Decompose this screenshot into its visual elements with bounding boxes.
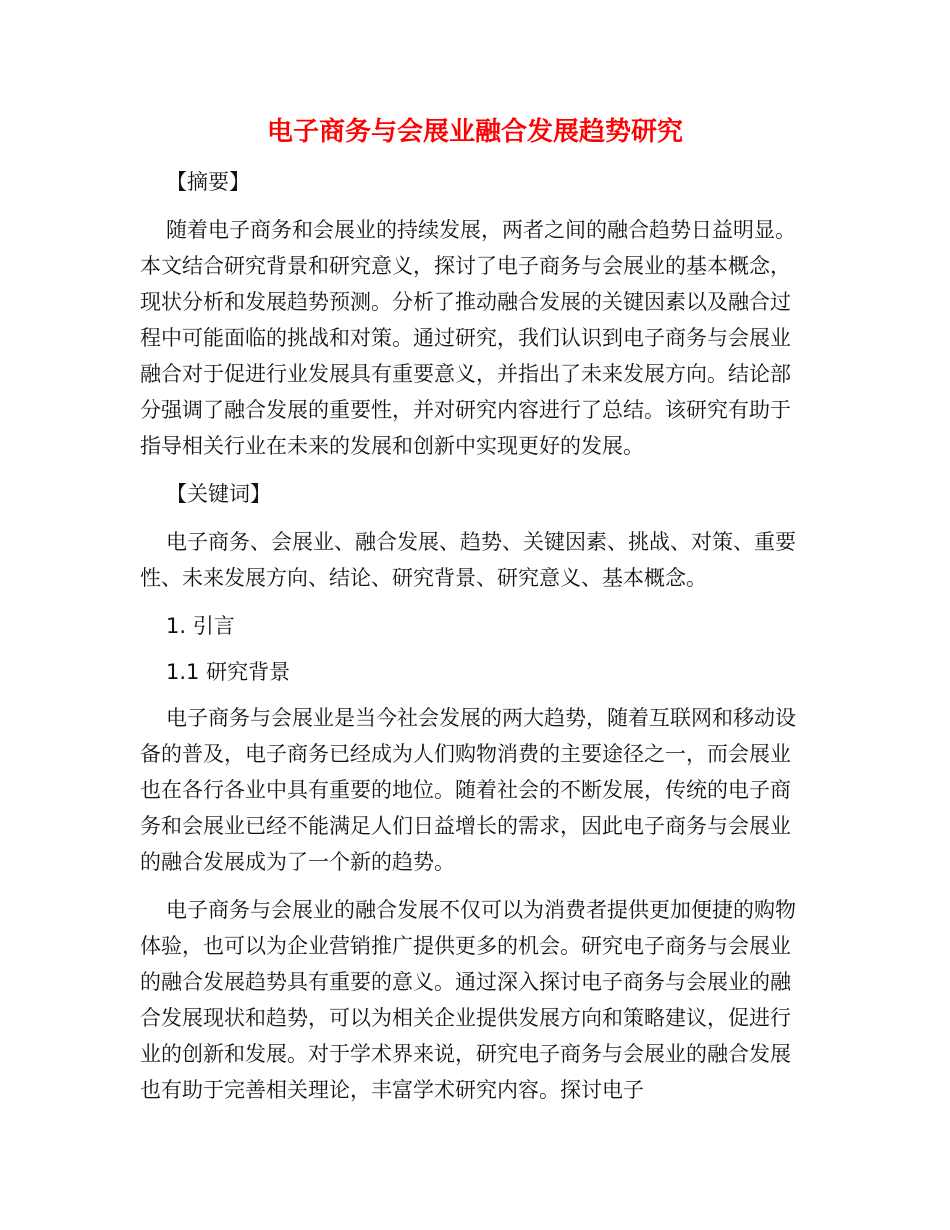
document-body <box>140 164 800 1108</box>
section-1-1-heading: 1.1 研究背景 <box>166 660 291 684</box>
abstract-paragraph: 随着电子商务和会展业的持续发展，两者之间的融合趋势日益明显。本文结合研究背景和研究意义，探讨了电子商务与会展业的基本概念，现状分析和发展趋势预测。分析了推动融合发展的关键因素以及融合过程中可能面临的挑战和对策。通过研究，我们认识到电子商务与会展业融合对于促进行业发展具有重要意义，并指出了未来发展方向。结论部分强调了融合发展的重要性，并对研究内容进行了总结。该研究有助于指导相关行业在未来的发展和创新中实现更好的发展。 <box>140 218 796 458</box>
keywords-heading: 【关键词】 <box>166 482 271 506</box>
section-1-1-paragraph-1: 电子商务与会展业是当今社会发展的两大趋势，随着互联网和移动设备的普及，电子商务已经成为人们购物消费的主要途径之一，而会展业也在各行各业中具有重要的地位。随着社会的不断发展，传统的电子商务和会展业已经不能满足人们日益增长的需求，因此电子商务与会展业的融合发展成为了一个新的趋势。 <box>140 706 796 874</box>
abstract-heading: 【摘要】 <box>166 170 250 194</box>
section-1-1-paragraph-2: 电子商务与会展业的融合发展不仅可以为消费者提供更加便捷的购物体验，也可以为企业营销推广提供更多的机会。研究电子商务与会展业的融合发展趋势具有重要的意义。通过深入探讨电子商务与会展业的融合发展现状和趋势，可以为相关企业提供发展方向和策略建议，促进行业的创新和发展。对于学术界来说，研究电子商务与会展业的融合发展也有助于完善相关理论，丰富学术研究内容。探讨电子 <box>140 898 796 1102</box>
section-1-heading: 1. 引言 <box>166 614 235 638</box>
keywords-paragraph: 电子商务、会展业、融合发展、趋势、关键因素、挑战、对策、重要性、未来发展方向、结论、研究背景、研究意义、基本概念。 <box>140 530 796 590</box>
document-title: 电子商务与会展业融合发展趋势研究 <box>266 117 683 147</box>
